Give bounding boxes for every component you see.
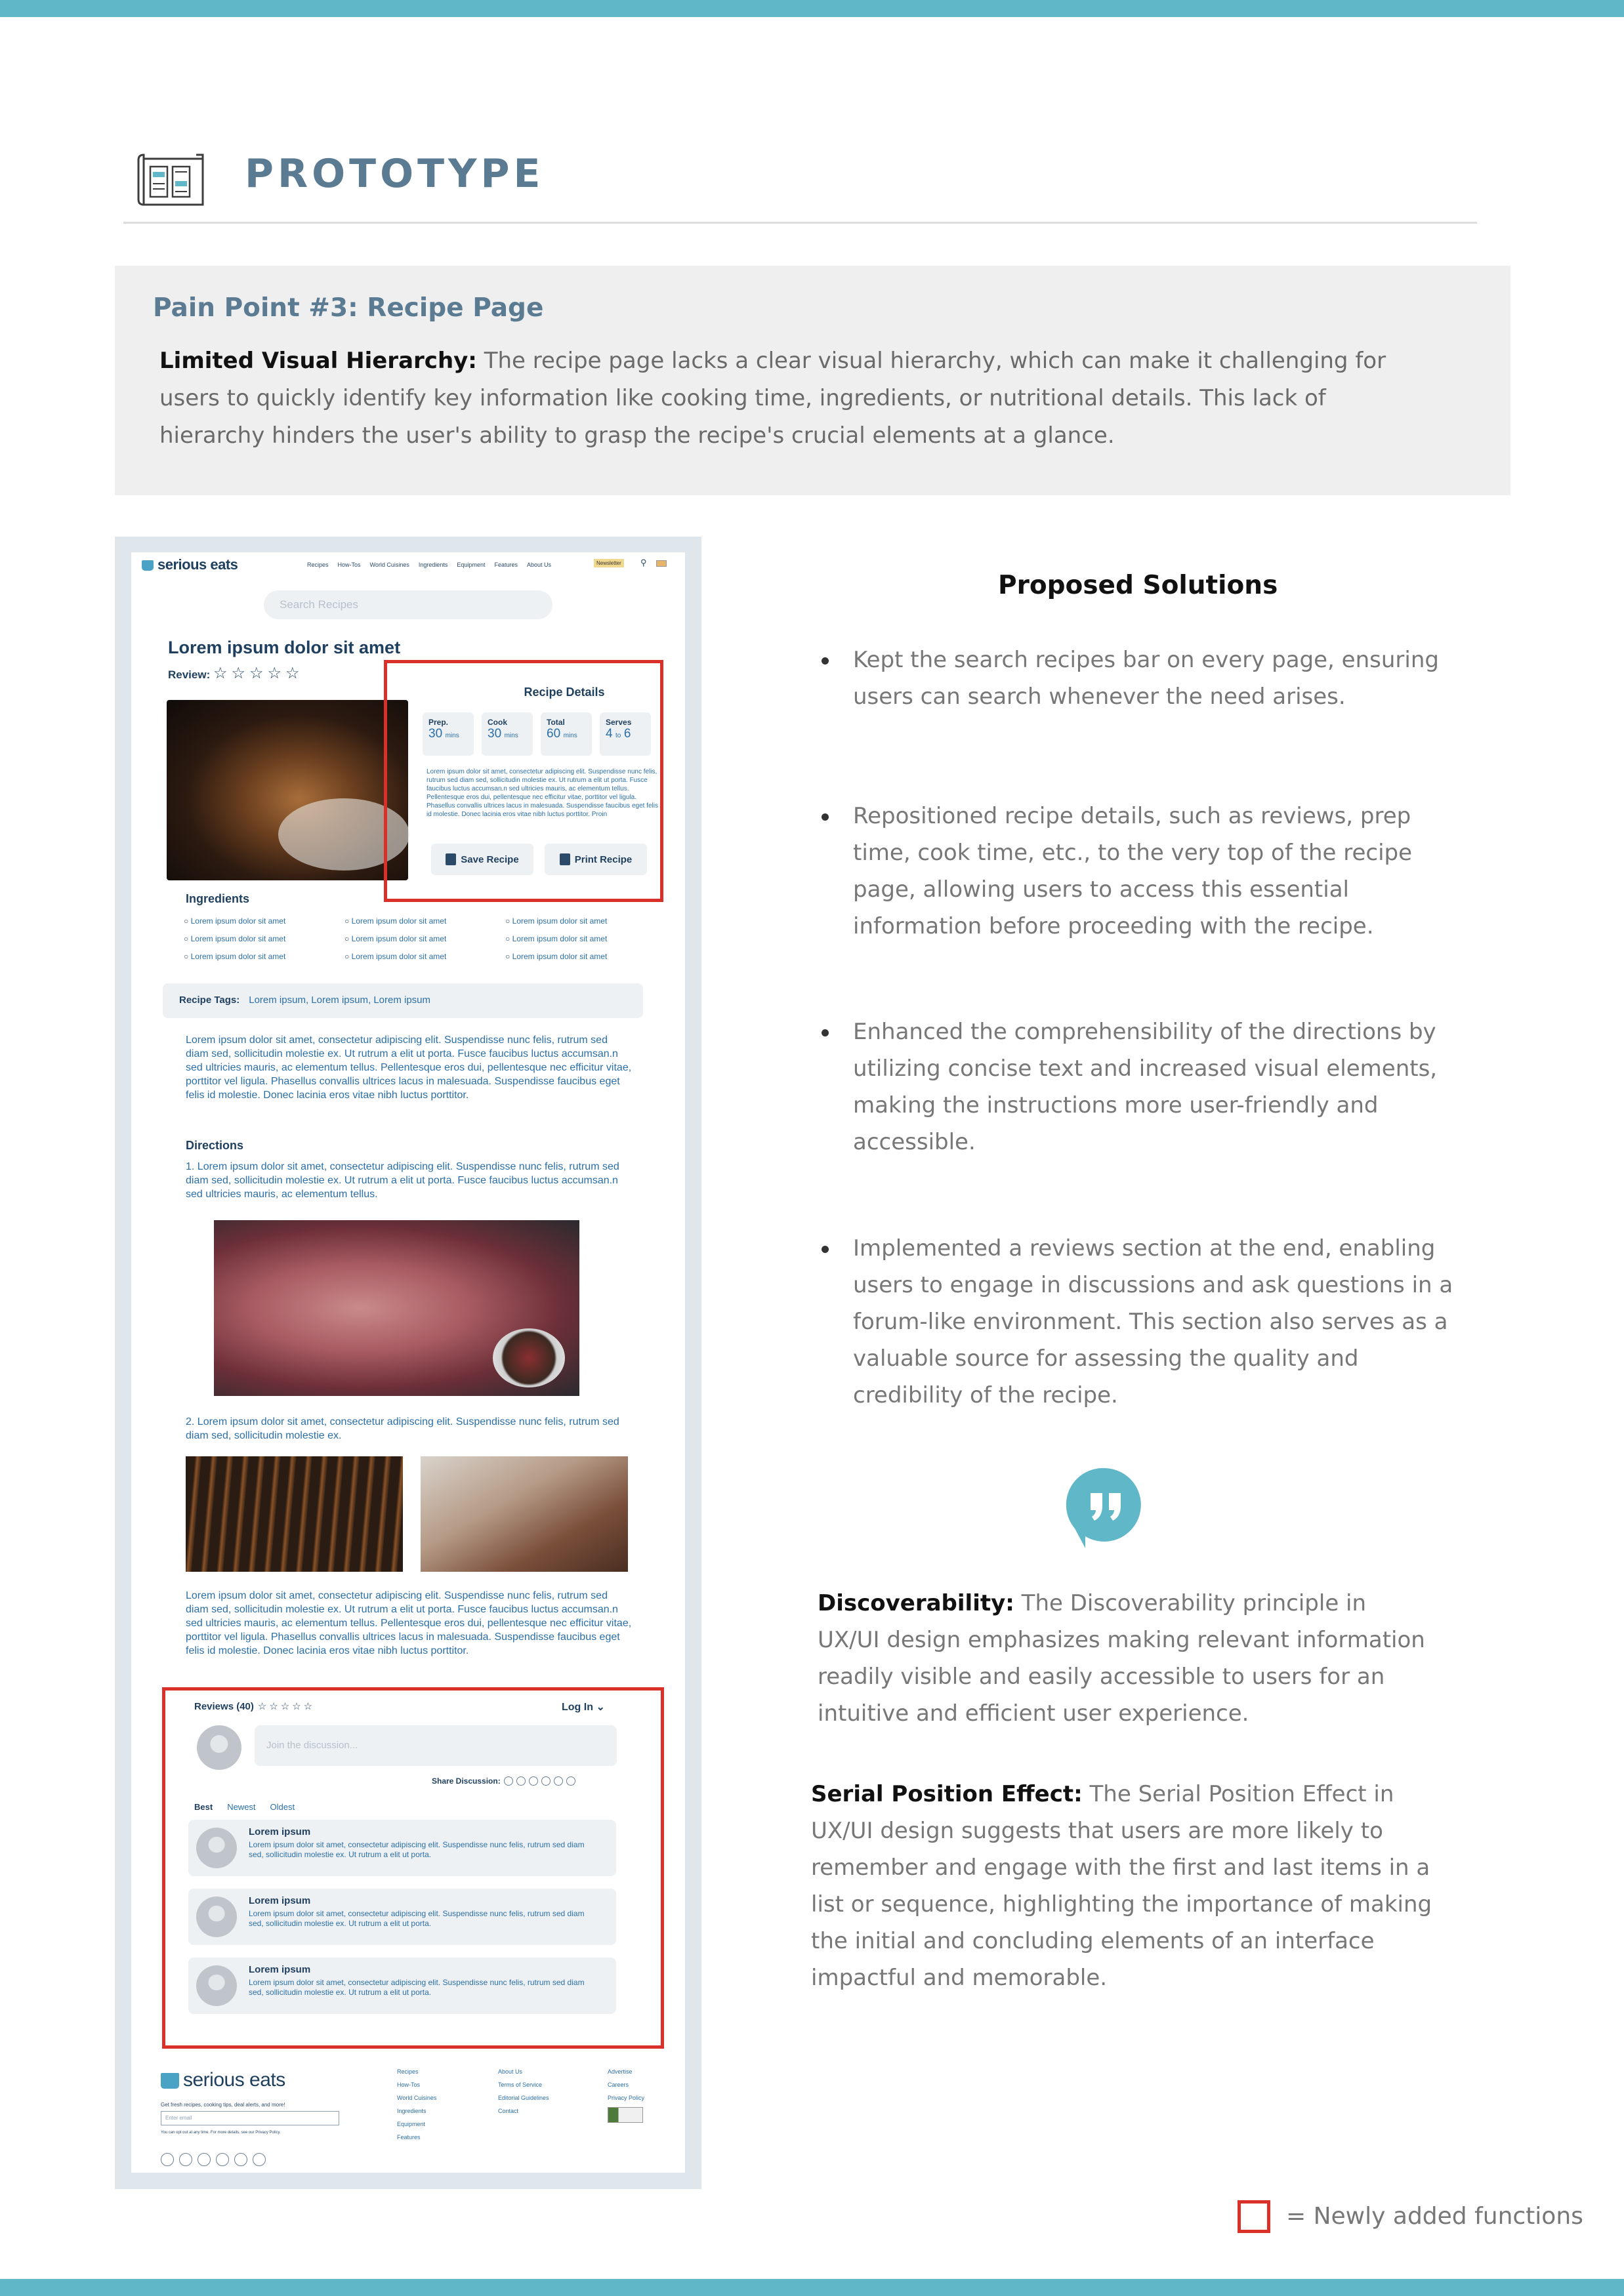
footer-social-icons: [161, 2153, 266, 2166]
tab-oldest[interactable]: Oldest: [270, 1802, 295, 1812]
footer-column-2: [498, 2065, 549, 2118]
stat-unit: to: [615, 732, 621, 739]
serial-position-paragraph: [811, 1776, 1441, 1996]
save-recipe-label: Save Recipe: [461, 853, 519, 865]
twitter-icon[interactable]: [216, 2153, 229, 2166]
nav-item[interactable]: How-Tos: [337, 562, 361, 568]
youtube-icon[interactable]: [234, 2153, 247, 2166]
footer-link[interactable]: World Cuisines: [397, 2095, 437, 2101]
recipe-details-title: Recipe Details: [524, 686, 605, 699]
stat-label: Cook: [488, 718, 507, 727]
recipe-review: [168, 664, 304, 683]
star-rating[interactable]: ☆☆☆☆☆: [213, 665, 304, 682]
serial-position-text: The Serial Position Effect in UX/UI design suggests that users are more likely to remember and engage with the first and last items in a list or sequence, highlighting the importance of making the initial and concluding elements of an interface impactful and memorable.: [811, 1781, 1432, 1991]
nav-item[interactable]: About Us: [526, 562, 552, 568]
ingredients-list: [184, 916, 650, 961]
nav-item[interactable]: Features: [494, 562, 518, 568]
footer-link[interactable]: Advertise: [608, 2068, 633, 2075]
ingredient-item[interactable]: ○ Lorem ipsum dolor sit amet: [344, 952, 505, 961]
footer-link[interactable]: Features: [397, 2134, 421, 2141]
ingredient-item[interactable]: ○ Lorem ipsum dolor sit amet: [184, 916, 344, 926]
facebook-icon[interactable]: [198, 2153, 211, 2166]
stat-value: 30: [488, 727, 502, 741]
recipe-tags-label: Recipe Tags:: [179, 994, 240, 1006]
pain-point-title: Pain Point #3: Recipe Page: [153, 293, 544, 323]
new-reviews-highlight: [162, 1687, 664, 2049]
recipe-details-description: Lorem ipsum dolor sit amet, consectetur adipiscing elit. Suspendisse nunc felis, rutrum sed diam sed, sollicitudin molestie ex. Ut rutrum a elit ut porta. Fusce faucibus luctus accumsan.n sed ultricies mauris, ac elementum tellus. Pellentesque eros dui, pellentesque nec efficitur vitae, porttitor vel ligula. Phasellus convallis ultrices lacus in malesuada. Suspendisse faucibus eget felis id molestie. Donec lacinia eros vitae nibh luctus porttitor. Proin: [427, 768, 658, 818]
logo-cup-icon: [142, 560, 154, 571]
flipboard-icon[interactable]: [253, 2153, 266, 2166]
solution-item: Implemented a reviews section at the end, enabling users to engage in discussions and ask questions in a forum-like environment. This section also serves as a valuable source for assessing the quality and credibility of the recipe.: [853, 1230, 1457, 1414]
solution-item: Kept the search recipes bar on every page, ensuring users can search whenever the need arises.: [853, 642, 1457, 715]
pinterest-icon[interactable]: [179, 2153, 192, 2166]
ingredient-item[interactable]: ○ Lorem ipsum dolor sit amet: [505, 934, 650, 943]
tab-best[interactable]: Best: [194, 1802, 213, 1812]
reviewer-name: Lorem ipsum: [249, 1964, 311, 1975]
header-divider: [123, 222, 1477, 224]
footer-tagline: Get fresh recipes, cooking tips, deal alerts, and more!: [161, 2102, 285, 2108]
review-label: Review:: [168, 668, 211, 681]
footer-link[interactable]: Contact: [498, 2108, 519, 2114]
chevron-down-icon: ⌄: [596, 1702, 605, 1713]
site-nav: [307, 562, 551, 568]
reviews-star-rating[interactable]: ☆☆☆☆☆: [257, 1701, 316, 1712]
login-label: Log In: [562, 1702, 593, 1713]
reviewer-name: Lorem ipsum: [249, 1826, 311, 1837]
stat-unit: mins: [504, 732, 518, 739]
footer-link[interactable]: Recipes: [397, 2068, 419, 2075]
steak-image: [214, 1220, 579, 1396]
search-recipes-input[interactable]: Search Recipes: [264, 590, 552, 619]
pain-point-panel: [115, 266, 1510, 495]
reviewer-name: Lorem ipsum: [249, 1895, 311, 1906]
footer-link[interactable]: Careers: [608, 2081, 629, 2088]
stat-unit: mins: [563, 732, 577, 739]
stat-label: Total: [547, 718, 565, 727]
legend-swatch: [1238, 2200, 1270, 2233]
footer-link[interactable]: Terms of Service: [498, 2081, 543, 2088]
footer-optout: You can opt out at any time. For more details, see our Privacy Policy.: [161, 2131, 281, 2135]
join-discussion-input[interactable]: Join the discussion...: [255, 1725, 617, 1766]
footer-logo-text: serious eats: [183, 2069, 285, 2091]
logo-cup-icon: [161, 2073, 179, 2089]
discoverability-text: The Discoverability principle in UX/UI design emphasizes making relevant information readily visible and easily accessible to users for an intuitive and efficient user experience.: [818, 1590, 1425, 1727]
recipe-tags: [163, 983, 643, 1018]
footer-column-1: [397, 2065, 436, 2144]
site-logo-text: serious eats: [157, 556, 238, 573]
direction-step-2: 2. Lorem ipsum dolor sit amet, consectetur adipiscing elit. Suspendisse nunc felis, rutrum sed diam sed, sollicitudin molestie ex.: [186, 1416, 619, 1441]
footer-link[interactable]: How-Tos: [397, 2081, 421, 2088]
footer-link[interactable]: Editorial Guidelines: [498, 2095, 549, 2101]
top-accent-band: [0, 0, 1624, 17]
ingredients-heading: Ingredients: [186, 892, 250, 905]
footer-link[interactable]: Privacy Policy: [608, 2095, 645, 2101]
stat-value: 4: [606, 727, 613, 741]
nav-item[interactable]: Ingredients: [418, 562, 448, 568]
recipe-hero-image: [167, 700, 408, 880]
stat-value: 60: [547, 727, 561, 741]
site-logo[interactable]: [142, 556, 238, 573]
ingredient-item[interactable]: ○ Lorem ipsum dolor sit amet: [344, 916, 505, 926]
footer-link[interactable]: Equipment: [397, 2121, 426, 2127]
ingredient-item[interactable]: ○ Lorem ipsum dolor sit amet: [184, 952, 344, 961]
footer-column-3: [608, 2065, 644, 2123]
review-text: Lorem ipsum dolor sit amet, consectetur adipiscing elit. Suspendisse nunc felis, rutrum sed diam sed, sollicitudin molestie ex. Ut rutrum a elit ut porta.: [249, 1909, 585, 1928]
award-badge-icon: [608, 2107, 643, 2123]
stat-value: 6: [623, 727, 631, 741]
flag-icon[interactable]: [656, 560, 667, 567]
solution-item: Enhanced the comprehensibility of the directions by utilizing concise text and increased visual elements, making the instructions more user-friendly and accessible.: [853, 1014, 1457, 1160]
footer-logo[interactable]: [161, 2069, 285, 2091]
stat-label: Serves: [606, 718, 632, 727]
directions-heading: Directions: [186, 1139, 244, 1152]
proposed-solutions-title: Proposed Solutions: [998, 571, 1278, 600]
search-icon[interactable]: ⚲: [640, 558, 647, 567]
stat-label: Prep.: [428, 718, 449, 727]
pain-point-lead: Limited Visual Hierarchy:: [159, 348, 477, 374]
footer-link[interactable]: About Us: [498, 2068, 523, 2075]
review-text: Lorem ipsum dolor sit amet, consectetur adipiscing elit. Suspendisse nunc felis, rutrum sed diam sed, sollicitudin molestie ex. Ut rutrum a elit ut porta.: [249, 1978, 585, 1997]
tab-newest[interactable]: Newest: [227, 1802, 256, 1812]
footer-link[interactable]: Ingredients: [397, 2108, 427, 2114]
solution-item: Repositioned recipe details, such as reviews, prep time, cook time, etc., to the very top of the recipe page, allowing users to access this essential information before proceeding with the recipe.: [853, 798, 1457, 945]
pain-point-text: The recipe page lacks a clear visual hierarchy, which can make it challenging for users to quickly identify key information like cooking time, ingredients, or nutritional details. This lack of hierarchy hinders the user's ability to grasp the recipe's crucial elements at a glance.: [159, 348, 1386, 449]
nav-item[interactable]: Equipment: [457, 562, 486, 568]
stat-value: 30: [428, 727, 443, 741]
pain-point-description: [159, 342, 1406, 455]
reviews-count: Reviews (40): [194, 1701, 254, 1712]
legend-text: = Newly added functions: [1286, 2203, 1583, 2230]
new-recipe-details-highlight: [384, 660, 663, 902]
recipe-tags-values[interactable]: Lorem ipsum, Lorem ipsum, Lorem ipsum: [249, 994, 431, 1006]
footer-email-input[interactable]: Enter email: [161, 2111, 339, 2125]
ingredient-item[interactable]: ○ Lorem ipsum dolor sit amet: [505, 952, 650, 961]
serial-position-lead: Serial Position Effect:: [811, 1781, 1083, 1807]
bottom-accent-band: [0, 2279, 1624, 2296]
blueprint-icon: [135, 152, 207, 209]
ingredient-item[interactable]: ○ Lorem ipsum dolor sit amet: [505, 916, 650, 926]
newsletter-button[interactable]: Newsletter: [594, 559, 624, 567]
recipe-outro: Lorem ipsum dolor sit amet, consectetur adipiscing elit. Suspendisse nunc felis, rutrum sed diam sed, sollicitudin molestie ex. Ut rutrum a elit ut porta. Fusce faucibus luctus accumsan.n sed ultricies mauris, ac elementum tellus. Pellentesque eros dui, pellentesque nec efficitur vitae, porttitor vel ligula. Phasellus convallis ultrices lacus in malesuada. Suspendisse faucibus eget felis id molestie. Donec lacinia eros vitae nibh luctus porttitor.: [186, 1590, 632, 1656]
instagram-icon[interactable]: [161, 2153, 174, 2166]
page-title: PROTOTYPE: [245, 151, 545, 197]
carving-image: [421, 1456, 628, 1572]
ingredient-item[interactable]: ○ Lorem ipsum dolor sit amet: [184, 934, 344, 943]
recipe-intro: Lorem ipsum dolor sit amet, consectetur adipiscing elit. Suspendisse nunc felis, rutrum sed diam sed, sollicitudin molestie ex. Ut rutrum a elit ut porta. Fusce faucibus luctus accumsan.n sed ultricies mauris, ac elementum tellus. Pellentesque eros dui, pellentesque nec efficitur vitae, porttitor vel ligula. Phasellus convallis ultrices lacus in malesuada. Suspendisse faucibus eget felis id molestie. Donec lacinia eros vitae nibh luctus porttitor.: [186, 1035, 632, 1101]
nav-item[interactable]: Recipes: [307, 562, 329, 568]
nav-item[interactable]: World Cuisines: [369, 562, 409, 568]
direction-step-1: 1. Lorem ipsum dolor sit amet, consectetur adipiscing elit. Suspendisse nunc felis, rutrum sed diam sed, sollicitudin molestie ex. Ut rutrum a elit ut porta. Fusce faucibus luctus accumsan.n sed ultricies mauris, ac elementum tellus.: [186, 1161, 619, 1200]
quote-icon: [1066, 1466, 1144, 1551]
stat-unit: mins: [445, 732, 459, 739]
review-text: Lorem ipsum dolor sit amet, consectetur adipiscing elit. Suspendisse nunc felis, rutrum sed diam sed, sollicitudin molestie ex. Ut rutrum a elit ut porta.: [249, 1840, 585, 1859]
discoverability-lead: Discoverability:: [818, 1590, 1014, 1616]
discoverability-paragraph: [818, 1585, 1428, 1732]
print-recipe-label: Print Recipe: [574, 853, 633, 865]
share-label: Share Discussion:: [432, 1776, 501, 1786]
grill-image: [186, 1456, 403, 1572]
recipe-title: Lorem ipsum dolor sit amet: [168, 638, 401, 657]
ingredient-item[interactable]: ○ Lorem ipsum dolor sit amet: [344, 934, 505, 943]
